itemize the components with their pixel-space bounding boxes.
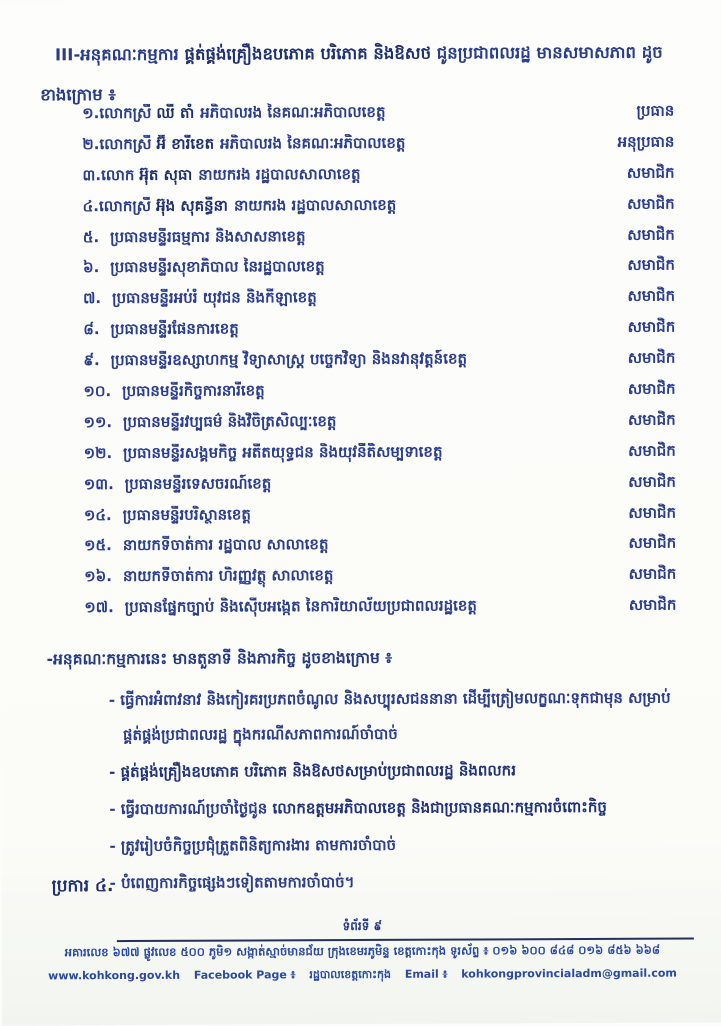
member-name: ឈី តាំ: [156, 103, 195, 122]
member-row: [82, 102, 674, 135]
member-role-label: សមាជិក: [627, 225, 675, 244]
duty-item-bold: លោកឧត្តមអភិបាលខេត្ត និងជាប្រធានគណៈកម្មការចំពោះកិច្ច: [272, 797, 607, 818]
footer-facebook-label: Facebook Page ៖: [193, 968, 296, 982]
duty-item: [109, 790, 687, 828]
member-honorific: លោកស្រី: [98, 196, 152, 215]
member-row: [83, 287, 675, 320]
footer-contact-line: [22, 967, 703, 986]
member-role-label: សមាជិក: [626, 163, 675, 182]
member-number: ៥.: [82, 227, 100, 246]
member-title: ប្រធានមន្ទីរអប់រំ យុវជន និងកីឡាខេត្ត: [112, 288, 317, 308]
member-number: ១៣.: [83, 474, 114, 493]
member-row: [84, 472, 676, 505]
duty-item-plain: - ធ្វើរបាយការណ៍ប្រចាំថ្ងៃជូន: [109, 799, 273, 819]
member-number: ១១.: [83, 412, 113, 432]
duty-item: - ត្រូវរៀបចំកិច្ចប្រជុំត្រួតពិនិត្យការងារ តាមការចាំបាច់: [109, 835, 397, 856]
member-role-label: សមាជិក: [628, 472, 676, 491]
member-name: អ៊ុង សុគន្ធីនា: [156, 196, 228, 215]
page-number: ទំព័រទី ៩: [342, 918, 383, 934]
member-title: នាយកទីចាត់ការ រដ្ឋបាល សាលាខេត្ត: [122, 535, 329, 555]
member-role-label: សមាជិក: [628, 441, 676, 460]
member-role-label: សមាជិក: [628, 503, 677, 522]
member-title: នាយករង រដ្ឋបាលសាលាខេត្ត: [233, 195, 397, 215]
member-number: ១០.: [83, 382, 112, 401]
member-name: អ៊ី ខារីខេត: [156, 134, 215, 153]
member-number: ២.: [82, 135, 100, 154]
member-number: ១៥.: [84, 536, 112, 555]
member-number: ១៧.: [84, 598, 114, 617]
footer-facebook-value: រដ្ឋបាលខេត្តកោះកុង: [309, 967, 391, 982]
member-title: ប្រធានមន្ទីរផែនការខេត្ត: [110, 319, 239, 339]
member-number: ៩.: [83, 351, 100, 370]
member-role-label: សមាជិក: [627, 379, 676, 398]
member-role-label: សមាជិក: [627, 348, 676, 367]
member-number: ១.: [82, 104, 100, 123]
footer-email-label: Email ៖: [404, 967, 448, 981]
member-title: ប្រធានមន្ទីរសង្គមកិច្ច អតីតយុទ្ធជន និងយុវនីតិសម្បទាខេត្ត: [123, 442, 443, 462]
member-title: ប្រធានមន្ទីរទេសចរណ៍ខេត្ត: [124, 474, 272, 493]
member-number: ៨.: [83, 320, 100, 339]
duty-item: - ធ្វើការអំពាវនាវ និងកៀរគរប្រភពចំណូល និងសប្បុរសជននានា ដើម្បីត្រៀមលក្ខណៈទុកជាមុន សម្រាប់ផ្គត់ផ្គង់ប្រជាពលរដ្ឋ ក្នុងករណីសភាពការណ៍ចាំបាច់: [108, 688, 671, 745]
member-name: អ៊ុត សុធា: [139, 165, 193, 184]
member-title: នាយកទីចាត់ការ ហិរញ្ញវត្ថុ សាលាខេត្ត: [122, 566, 334, 586]
member-row: [84, 503, 676, 536]
member-title: អភិបាលរង នៃគណៈអភិបាលខេត្ត: [200, 102, 386, 122]
member-row: [83, 256, 675, 289]
footer-divider: [117, 938, 694, 943]
member-number: ៤.: [82, 196, 100, 215]
member-row: [84, 565, 676, 598]
member-honorific: លោកស្រី: [99, 134, 152, 154]
member-title: ប្រធានមន្ទីរវប្បធម៌ និងវិចិត្រសិល្បៈខេត្ត: [122, 412, 337, 431]
member-row: [84, 411, 676, 444]
member-row: [83, 349, 675, 382]
member-row: [82, 163, 674, 196]
duty-item: - បំពេញការកិច្ចផ្សេងៗទៀតតាមការចាំបាច់។: [109, 873, 355, 893]
member-role-label: សមាជិក: [627, 317, 676, 337]
footer-address-line: អគារលេខ ៦៧៧ ផ្លូវលេខ ៥០០ ភូមិ១ សង្កាត់ស្មាច់មានជ័យ ក្រុងខេមរភូមិន្ទ ខេត្តកោះកុង ទូរស័ព្ទ ៖ ០១៦ ៦០០ ៨៤៨ ០១៦ ៨៥៦ ៦៦៨: [64, 942, 661, 960]
member-title: ប្រធានមន្ទីរឧស្សាហកម្ម វិទ្យាសាស្ត្រ បច្ចេកវិទ្យា និងនវានុវត្តន៍ខេត្ត: [110, 349, 468, 370]
member-row: [83, 194, 675, 227]
member-row: [83, 225, 675, 258]
duty-item: - ផ្គត់ផ្គង់គ្រឿងឧបភោគ បរិភោគ និងឱសថសម្រាប់ប្រជាពលរដ្ឋ និងពលករ: [109, 761, 516, 782]
member-row: [84, 596, 676, 629]
member-role-label: សមាជិក: [627, 410, 676, 429]
member-title: ប្រធានមន្ទីរធម្មការ និងសាសនាខេត្ត: [110, 226, 306, 246]
member-role-label: សមាជិក: [627, 256, 675, 275]
article-label: ប្រការ ៤.: [51, 876, 114, 897]
member-row: [82, 133, 674, 166]
members-list: [82, 102, 676, 630]
member-role-label: សមាជិក: [628, 595, 677, 615]
section-heading-prefix: III-អនុគណៈកម្មការ: [54, 44, 185, 65]
member-row: [83, 318, 675, 351]
member-row: [84, 441, 676, 474]
duties-intro: -អនុគណៈកម្មការនេះ មានតួនាទី និងភារកិច្ច ដូចខាងក្រោម ៖: [46, 648, 393, 669]
member-title: ប្រធានមន្ទីរកិច្ចការនារីខេត្ត: [122, 381, 265, 401]
member-role-label: អនុប្រធាន: [617, 132, 675, 151]
footer-email-value: kohkongprovincialadm@gmail.com: [461, 966, 677, 981]
member-row: [84, 534, 676, 567]
member-role-label: សមាជិក: [628, 534, 677, 553]
section-heading-suffix: ជូនប្រជាពលរដ្ឋ មានសមាសភាព ដូចខាងក្រោម ៖: [40, 42, 663, 105]
member-role-label: សមាជិក: [628, 564, 677, 584]
member-role-label: សមាជិក: [627, 194, 675, 213]
member-role-label: សមាជិក: [627, 286, 676, 306]
member-number: ៧.: [83, 289, 102, 308]
member-title: អភិបាលរង នៃគណៈអភិបាលខេត្ត: [220, 133, 406, 153]
member-row: [83, 380, 675, 413]
duties-list: [109, 681, 688, 904]
member-title: នាយករង រដ្ឋបាលសាលាខេត្ត: [198, 164, 361, 184]
member-title: ប្រធានមន្ទីរបរិស្ថានខេត្ត: [122, 505, 251, 524]
member-number: ១៦.: [84, 567, 112, 586]
member-number: ១២.: [83, 443, 113, 463]
member-honorific: លោកស្រី: [99, 103, 152, 123]
member-title: ប្រធានផ្នែកច្បាប់ និងស៊ើបអង្កេត នៃការិយាល័យប្រជាពលរដ្ឋខេត្ត: [124, 596, 477, 617]
member-role-label: ប្រធាន: [636, 101, 675, 120]
footer-website: www.kohkong.gov.kh: [48, 968, 181, 983]
member-honorific: លោក: [101, 165, 135, 184]
member-number: ៣.: [82, 165, 102, 184]
member-title: ប្រធានមន្ទីរសុខាភិបាល នៃរដ្ឋបាលខេត្ត: [110, 257, 325, 277]
member-number: ១៤.: [83, 505, 112, 524]
section-heading-bold: ផ្គត់ផ្គង់គ្រឿងឧបភោគ បរិភោគ និងឱសថ: [184, 43, 432, 64]
member-number: ៦.: [82, 258, 100, 277]
